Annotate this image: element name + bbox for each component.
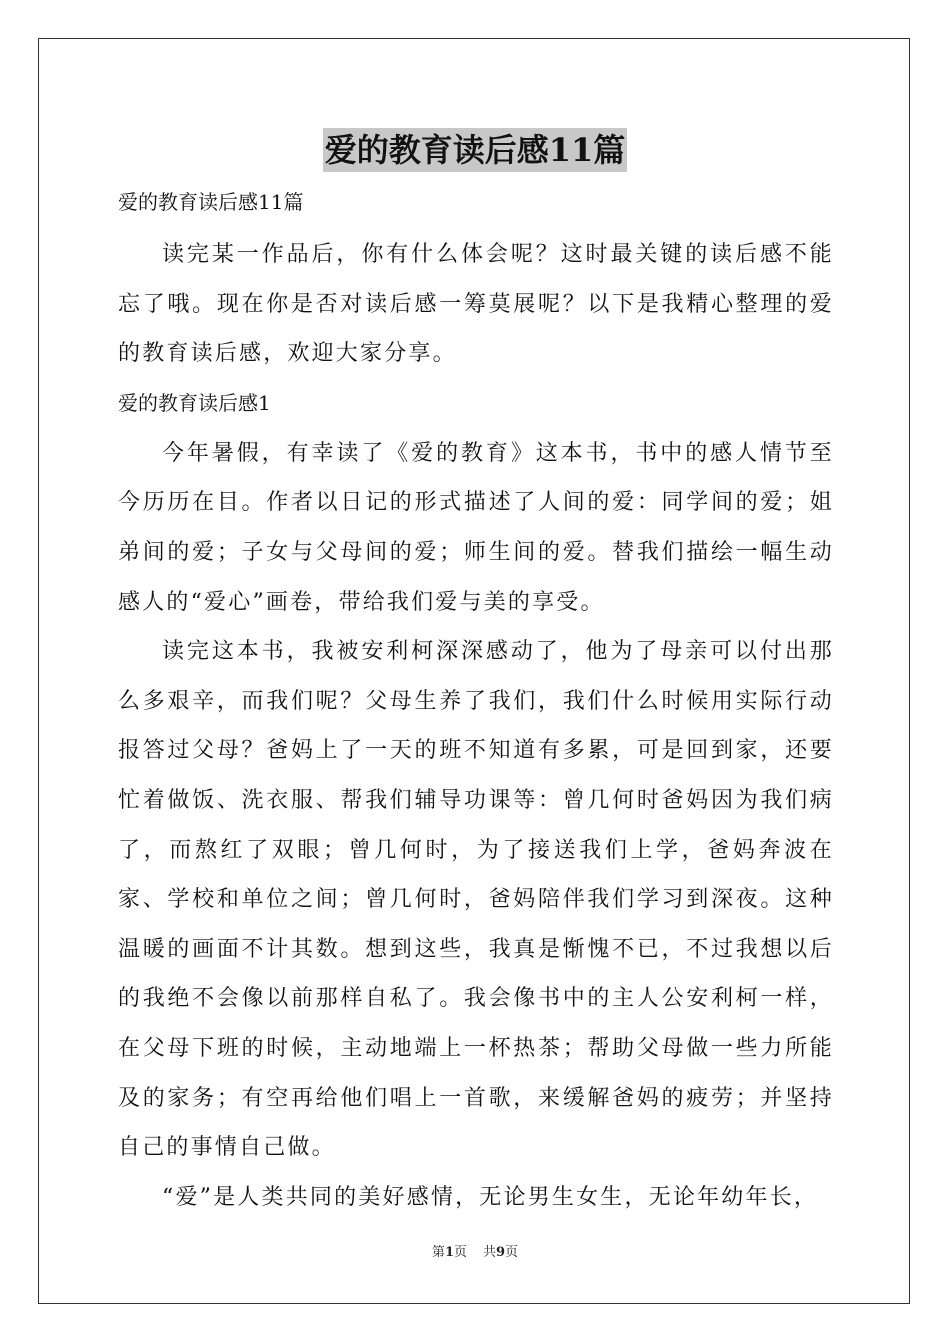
page-total: 9 (496, 1245, 506, 1260)
title-container (0, 128, 950, 172)
document-body (118, 180, 834, 1222)
page-footer (0, 1244, 950, 1262)
total-suffix: 页 (505, 1245, 519, 1260)
total-prefix: 共 (483, 1245, 497, 1260)
page-current: 1 (444, 1245, 454, 1260)
body-paragraph: 今年暑假，有幸读了《爱的教育》这本书，书中的感人情节至今历历在目。作者以日记的形式描述了人间的爱：同学间的爱；姐弟间的爱；子女与父母间的爱；师生间的爱。替我们描绘一幅生动感人的“爱心”画卷，带给我们爱与美的享受。 (118, 440, 834, 615)
page-suffix: 页 (453, 1245, 467, 1260)
section-heading: 爱的教育读后感1 (118, 390, 271, 415)
intro-paragraph: 读完某一作品后，你有什么体会呢？这时最关键的读后感不能忘了哦。现在你是否对读后感一筹莫展呢？以下是我精心整理的爱的教育读后感，欢迎大家分享。 (118, 242, 834, 367)
document-title: 爱的教育读后感11篇 (323, 128, 628, 172)
body-paragraph: “爱”是人类共同的美好感情，无论男生女生，无论年幼年长， (162, 1184, 819, 1210)
section-heading: 爱的教育读后感11篇 (118, 190, 304, 214)
page-prefix: 第 (431, 1245, 445, 1260)
body-paragraph: 读完这本书，我被安利柯深深感动了，他为了母亲可以付出那么多艰辛，而我们呢？父母生养了我们，我们什么时候用实际行动报答过父母？爸妈上了一天的班不知道有多累，可是回到家，还要忙着做饭、洗衣服、帮我们辅导功课等：曾几何时爸妈因为我们病了，而熬红了双眼；曾几何时，为了接送我们上学，爸妈奔波在家、学校和单位之间；曾几何时，爸妈陪伴我们学习到深夜。这种温暖的画面不计其数。想到这些，我真是惭愧不已，不过我想以后的我绝不会像以前那样自私了。我会像书中的主人公安利柯一样，在父母下班的时候，主动地端上一杯热茶；帮助父母做一些力所能及的家务；有空再给他们唱上一首歌，来缓解爸妈的疲劳；并坚持自己的事情自己做。 (118, 639, 834, 1161)
